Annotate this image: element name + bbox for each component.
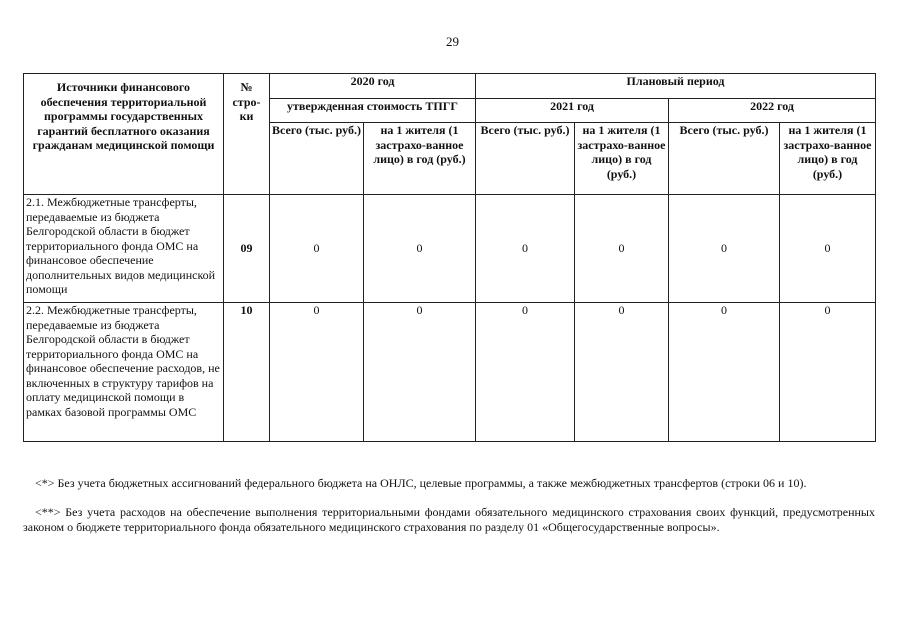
cell-value: 0 <box>780 303 876 442</box>
cell-value: 0 <box>364 195 476 303</box>
cell-value: 0 <box>364 303 476 442</box>
header-2022-total: Всего (тыс. руб.) <box>669 123 780 195</box>
header-approved-cost: утвержденная стоимость ТПГГ <box>270 99 476 123</box>
table-row <box>24 303 876 442</box>
cell-value: 0 <box>669 195 780 303</box>
cell-value: 0 <box>476 195 575 303</box>
cell-value: 0 <box>476 303 575 442</box>
header-row-number: № стро-ки <box>224 74 270 195</box>
financing-table <box>23 73 876 442</box>
table-row <box>24 195 876 303</box>
footnote-double-asterisk: <**> Без учета расходов на обеспечение выполнения территориальными фондами обязательного медицинского страхования своих функций, предусмотренных законом о бюджете территориального фонда обязательного медицинского страхования по разделу 01 «Общегосударственные вопросы». <box>23 505 875 534</box>
cell-value: 0 <box>780 195 876 303</box>
header-2020-total: Всего (тыс. руб.) <box>270 123 364 195</box>
row-code: 09 <box>224 195 270 303</box>
header-2021-total: Всего (тыс. руб.) <box>476 123 575 195</box>
header-2021-per-capita: на 1 жителя (1 застрахо-ванное лицо) в год (руб.) <box>575 123 669 195</box>
header-year-2022: 2022 год <box>669 99 876 123</box>
header-year-2021: 2021 год <box>476 99 669 123</box>
cell-value: 0 <box>270 195 364 303</box>
header-year-2020: 2020 год <box>270 74 476 99</box>
header-2020-per-capita: на 1 жителя (1 застрахо-ванное лицо) в год (руб.) <box>364 123 476 195</box>
cell-value: 0 <box>575 303 669 442</box>
cell-value: 0 <box>270 303 364 442</box>
header-2022-per-capita: на 1 жителя (1 застрахо-ванное лицо) в год (руб.) <box>780 123 876 195</box>
footnote-single-asterisk: <*> Без учета бюджетных ассигнований федерального бюджета на ОНЛС, целевые программы, а также межбюджетных трансфертов (строки 06 и 10). <box>35 476 807 490</box>
row-code: 10 <box>224 303 270 442</box>
page-number: 29 <box>446 34 459 49</box>
cell-value: 0 <box>669 303 780 442</box>
header-planned-period: Плановый период <box>476 74 876 99</box>
cell-value: 0 <box>575 195 669 303</box>
row-label: 2.2. Межбюджетные трансферты, передаваемые из бюджета Белгородской области в бюджет территориального фонда ОМС на финансовое обеспечение расходов, не включенных в структуру тарифов на оплату медицинской помощи в рамках базовой программы ОМС <box>24 303 224 442</box>
row-label: 2.1. Межбюджетные трансферты, передаваемые из бюджета Белгородской области в бюджет территориального фонда ОМС на финансовое обеспечение дополнительных видов медицинской помощи <box>24 195 224 303</box>
header-sources: Источники финансового обеспечения территориальной программы государственных гарантий бесплатного оказания гражданам медицинской помощи <box>24 74 224 195</box>
